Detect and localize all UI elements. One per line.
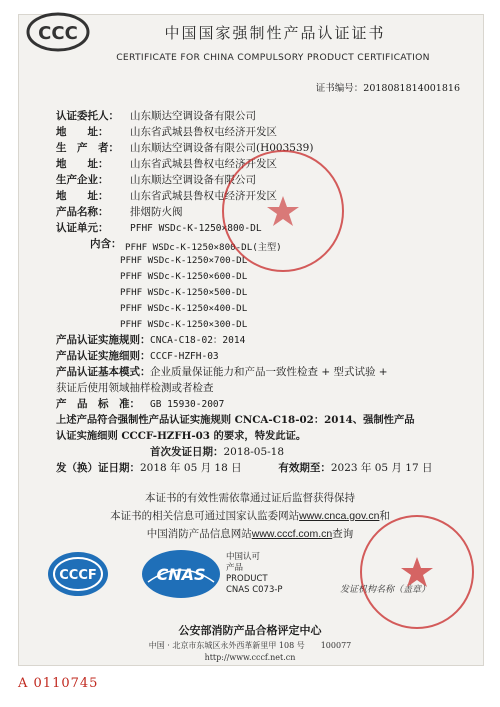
rule-row: 产品认证实施规则：CNCA-C18-02：2014 — [56, 334, 246, 346]
factory-row: 生产企业： 山东顺达空调设备有限公司 — [56, 174, 256, 186]
manufacturer-row: 生 产 者： 山东顺达空调设备有限公司(H003539) — [56, 142, 314, 154]
detail-rule-row: 产品认证实施细则：CCCF-HZFH-03 — [56, 350, 219, 362]
manufacturer-address-row: 地 址： 山东省武城县鲁权屯经济开发区 — [56, 158, 277, 170]
includes-item: PFHF WSDc-K-1250×400-DL — [120, 303, 248, 314]
includes-item: PFHF WSDc-K-1250×500-DL — [120, 287, 248, 298]
issue-date-row: 发（换）证日期：2018 年 05 月 18 日 有效期至：2023 年 05 月 17 日 — [56, 462, 433, 474]
cnas-logo-icon — [140, 548, 222, 600]
cnas-info: 中国认可 产品 PRODUCT CNAS C073-P — [226, 552, 283, 595]
issuing-organization: 公安部消防产品合格评定中心 — [178, 624, 322, 637]
cnca-link[interactable]: www.cnca.gov.cn — [299, 510, 380, 522]
includes-item: PFHF WSDc-K-1250×700-DL — [120, 255, 248, 266]
includes-item: PFHF WSDc-K-1250×600-DL — [120, 271, 248, 282]
product-name-row: 产品名称： 排烟防火阀 — [56, 206, 183, 218]
factory-address-row: 地 址： 山东省武城县鲁权屯经济开发区 — [56, 190, 277, 202]
cccf-logo-icon — [46, 548, 110, 600]
title-cn: 中国国家强制性产品认证证书 — [164, 24, 386, 42]
unit-row: 认证单元： PFHF WSDc-K-1250×800-DL — [56, 222, 262, 234]
notice-line-1: 本证书的有效性需依靠通过证后监督获得保持 — [145, 492, 355, 504]
includes-item: PFHF WSDc-K-1250×300-DL — [120, 319, 248, 330]
organization-address: 中国 · 北京市东城区永外西革新里甲 108 号 100077 — [148, 641, 352, 650]
first-issue-row: 首次发证日期：2018-05-18 — [150, 446, 285, 458]
serial-number: A 0110745 — [18, 676, 99, 691]
cccf-logo-text: CCCF — [59, 568, 97, 583]
includes-item: PFHF WSDc-K-1250×800-DL(主型) — [125, 242, 282, 253]
svg-text:CCC: CCC — [38, 23, 78, 44]
ccc-logo-icon — [26, 12, 90, 52]
applicant-address-row: 地 址： 山东省武城县鲁权屯经济开发区 — [56, 126, 277, 138]
standard-row: 产 品 标 准： GB 15930-2007 — [56, 398, 225, 410]
includes-label: 内含： — [90, 238, 122, 250]
notice-line-3: 中国消防产品信息网站www.cccf.com.cn查询 — [146, 528, 354, 540]
issuer-signature-label: 发证机构名称（盖章） — [340, 585, 431, 595]
statement-line-1: 上述产品符合强制性产品认证实施规则 CNCA-C18-02：2014、强制性产品 — [56, 414, 415, 426]
cnas-logo-text: CNAS — [156, 565, 206, 584]
seal-star-icon — [224, 152, 342, 270]
applicant-row: 认证委托人： 山东顺达空调设备有限公司 — [56, 110, 256, 122]
cert-number: 证书编号：2018081814001816 — [315, 83, 460, 94]
mode-continued: 获证后使用领域抽样检测或者检查 — [56, 382, 214, 394]
organization-url[interactable]: http://www.cccf.net.cn — [204, 653, 296, 662]
official-seal-bottom — [360, 515, 474, 629]
cccf-link[interactable]: www.cccf.com.cn — [251, 528, 333, 540]
seal-star-icon — [362, 517, 472, 627]
title-en: CERTIFICATE FOR CHINA COMPULSORY PRODUCT CERTIFICATION — [116, 52, 430, 63]
statement-line-2: 认证实施细则 CCCF-HZFH-03 的要求，特发此证。 — [56, 430, 307, 442]
official-seal-top — [222, 150, 344, 272]
mode-row: 产品认证基本模式：企业质量保证能力和产品一致性检查 + 型式试验 + — [56, 366, 388, 378]
notice-line-2: 本证书的相关信息可通过国家认监委网站www.cnca.gov.cn和 — [110, 510, 390, 522]
